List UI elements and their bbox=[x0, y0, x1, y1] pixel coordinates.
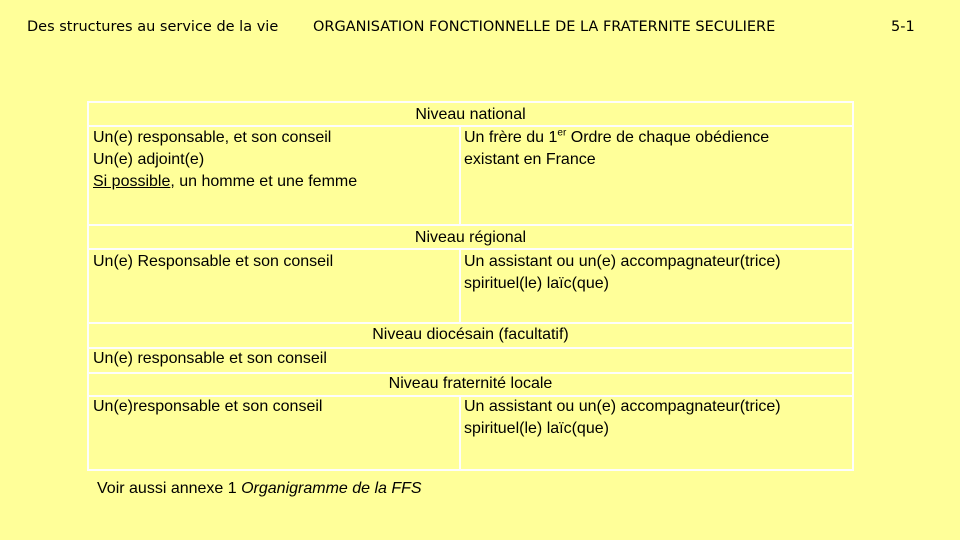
national-right-line2: existant en France bbox=[464, 151, 596, 168]
local-left: Un(e)responsable et son conseil bbox=[93, 398, 323, 415]
local-right-line1: Un assistant ou un(e) accompagnateur(trice) bbox=[464, 398, 781, 415]
diocesan-left: Un(e) responsable et son conseil bbox=[93, 350, 327, 367]
table-column-divider bbox=[459, 248, 461, 322]
local-level-heading: Niveau fraternité locale bbox=[388, 375, 553, 392]
table-divider bbox=[87, 224, 854, 226]
local-right-line2: spirituel(le) laïc(que) bbox=[464, 420, 609, 437]
header-left-title: Des structures au service de la vie bbox=[27, 19, 279, 35]
national-level-heading: Niveau national bbox=[415, 106, 526, 123]
national-left-line3-underlined: Si possible bbox=[93, 173, 171, 190]
footer-italic-link-text: Organigramme de la FFS bbox=[241, 480, 422, 497]
national-right-line1-before: Un frère du 1 bbox=[464, 129, 558, 146]
header-center-title: ORGANISATION FONCTIONNELLE DE LA FRATERNITE SECULIERE bbox=[313, 19, 776, 35]
footer-note bbox=[97, 478, 422, 500]
page-number: 5-1 bbox=[891, 19, 915, 35]
national-right-line1 bbox=[464, 127, 769, 149]
national-left-line2: Un(e) adjoint(e) bbox=[93, 151, 205, 168]
regional-level-heading: Niveau régional bbox=[414, 229, 527, 246]
national-left-line3-rest: , un homme et une femme bbox=[170, 173, 358, 190]
national-left-line3 bbox=[93, 171, 357, 193]
table-column-divider bbox=[459, 125, 461, 224]
national-left-line1: Un(e) responsable, et son conseil bbox=[93, 129, 332, 146]
regional-right-line2: spirituel(le) laïc(que) bbox=[464, 275, 609, 292]
table-column-divider bbox=[459, 395, 461, 471]
diocesan-level-heading: Niveau diocésain (facultatif) bbox=[372, 326, 569, 343]
regional-right-line1: Un assistant ou un(e) accompagnateur(trice) bbox=[464, 253, 781, 270]
regional-left: Un(e) Responsable et son conseil bbox=[93, 253, 334, 270]
footer-prefix: Voir aussi annexe 1 bbox=[97, 480, 242, 497]
national-right-line1-after: Ordre de chaque obédience bbox=[566, 129, 770, 146]
national-right-line1-sup: er bbox=[557, 127, 567, 139]
